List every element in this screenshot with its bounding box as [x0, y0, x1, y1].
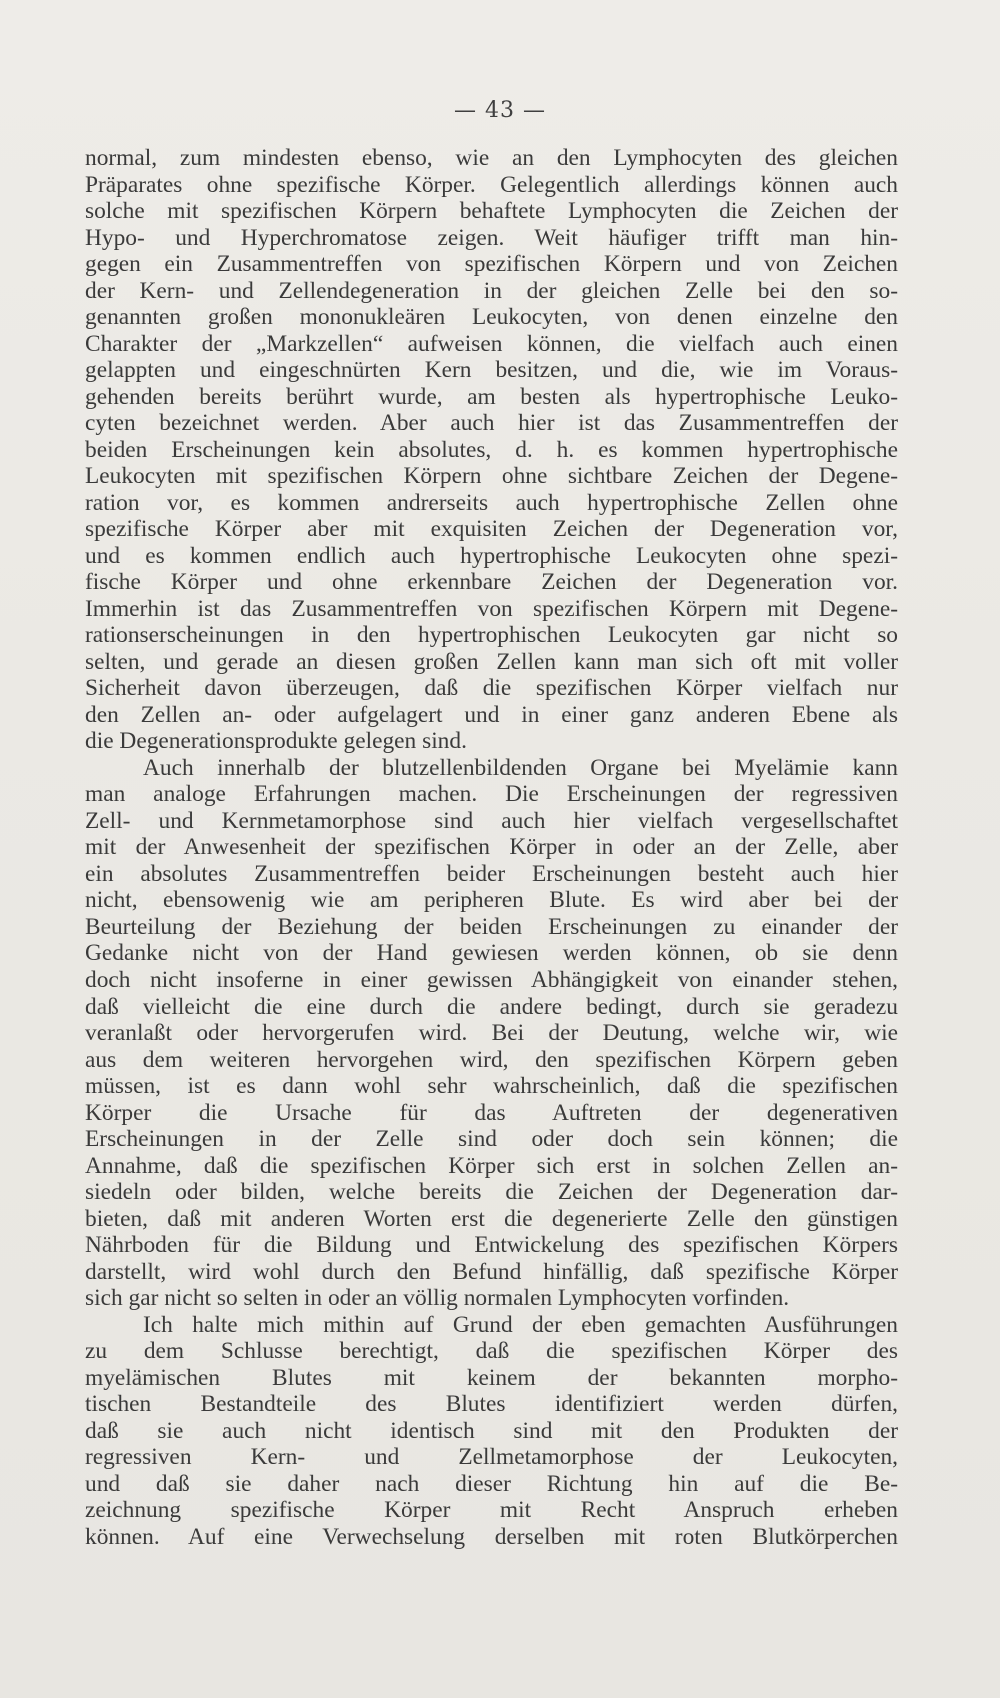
text-line: ein absolutes Zusammentreffen beider Erscheinungen besteht auch hier: [85, 860, 898, 887]
text-line: darstellt, wird wohl durch den Befund hinfällig, daß spezifische Körper: [85, 1258, 898, 1285]
page-number: — 43 —: [454, 98, 546, 123]
text-line: cyten bezeichnet werden. Aber auch hier ist das Zusammentreffen der: [85, 410, 898, 437]
text-line: aus dem weiteren hervorgehen wird, den spezifischen Körpern geben: [85, 1046, 898, 1073]
text-line: man analoge Erfahrungen machen. Die Erscheinungen der regressiven: [85, 781, 898, 808]
paragraph: [85, 1312, 898, 1551]
text-line: Sicherheit davon überzeugen, daß die spezifischen Körper vielfach nur: [85, 675, 898, 702]
body-text: [85, 145, 898, 1550]
text-line: Annahme, daß die spezifischen Körper sich erst in solchen Zellen an-: [85, 1152, 898, 1179]
text-line: den Zellen an- oder aufgelagert und in einer ganz anderen Ebene als: [85, 701, 898, 728]
text-line: Gedanke nicht von der Hand gewiesen werden können, ob sie denn: [85, 940, 898, 967]
paragraph: [85, 145, 898, 755]
text-line: gegen ein Zusammentreffen von spezifischen Körpern und von Zeichen: [85, 251, 898, 278]
text-line: myelämischen Blutes mit keinem der bekannten morpho-: [85, 1364, 898, 1391]
text-line: Beurteilung der Beziehung der beiden Erscheinungen zu einander der: [85, 913, 898, 940]
text-line: Präparates ohne spezifische Körper. Gelegentlich allerdings können auch: [85, 171, 898, 198]
text-line: daß vielleicht die eine durch die andere bedingt, durch sie geradezu: [85, 993, 898, 1020]
text-line: Ich halte mich mithin auf Grund der eben gemachten Ausführungen: [143, 1311, 898, 1338]
text-line: der Kern- und Zellendegeneration in der gleichen Zelle bei den so-: [85, 277, 898, 304]
text-line: die Degenerationsprodukte gelegen sind.: [85, 728, 467, 755]
text-line: daß sie auch nicht identisch sind mit den Produkten der: [85, 1417, 898, 1444]
text-line: gelappten und eingeschnürten Kern besitzen, und die, wie im Voraus-: [85, 357, 898, 384]
text-line: fische Körper und ohne erkennbare Zeichen der Degeneration vor.: [85, 569, 898, 596]
text-line: normal, zum mindesten ebenso, wie an den Lymphocyten des gleichen: [85, 145, 898, 171]
text-line: zeichnung spezifische Körper mit Recht Anspruch erheben: [85, 1497, 898, 1524]
text-line: Nährboden für die Bildung und Entwickelung des spezifischen Körpers: [85, 1232, 898, 1259]
text-line: zu dem Schlusse berechtigt, daß die spezifischen Körper des: [85, 1338, 898, 1365]
text-line: doch nicht insoferne in einer gewissen Abhängigkeit von einander stehen,: [85, 966, 898, 993]
text-line: mit der Anwesenheit der spezifischen Körper in oder an der Zelle, aber: [85, 834, 898, 861]
text-line: tischen Bestandteile des Blutes identifiziert werden dürfen,: [85, 1391, 898, 1418]
text-line: regressiven Kern- und Zellmetamorphose der Leukocyten,: [85, 1444, 898, 1471]
text-line: gehenden bereits berührt wurde, am besten als hypertrophische Leuko-: [85, 383, 898, 410]
text-line: müssen, ist es dann wohl sehr wahrscheinlich, daß die spezifischen: [85, 1073, 898, 1100]
paragraph: [85, 755, 898, 1312]
text-line: nicht, ebensowenig wie am peripheren Blute. Es wird aber bei der: [85, 887, 898, 914]
text-line: Hypo- und Hyperchromatose zeigen. Weit häufiger trifft man hin-: [85, 224, 898, 251]
text-line: spezifische Körper aber mit exquisiten Zeichen der Degeneration vor,: [85, 516, 898, 543]
text-line: genannten großen mononukleären Leukocyten, von denen einzelne den: [85, 304, 898, 331]
text-line: siedeln oder bilden, welche bereits die Zeichen der Degeneration dar-: [85, 1179, 898, 1206]
text-line: veranlaßt oder hervorgerufen wird. Bei der Deutung, welche wir, wie: [85, 1020, 898, 1047]
text-line: selten, und gerade an diesen großen Zellen kann man sich oft mit voller: [85, 648, 898, 675]
text-line: Erscheinungen in der Zelle sind oder doch sein können; die: [85, 1126, 898, 1153]
text-line: Leukocyten mit spezifischen Körpern ohne sichtbare Zeichen der Degene-: [85, 463, 898, 490]
text-line: Zell- und Kernmetamorphose sind auch hier vielfach vergesellschaftet: [85, 807, 898, 834]
text-line: und es kommen endlich auch hypertrophische Leukocyten ohne spezi-: [85, 542, 898, 569]
text-line: Auch innerhalb der blutzellenbildenden Organe bei Myelämie kann: [143, 754, 898, 781]
text-line: Immerhin ist das Zusammentreffen von spezifischen Körpern mit Degene-: [85, 595, 898, 622]
text-line: und daß sie daher nach dieser Richtung hin auf die Be-: [85, 1470, 898, 1497]
text-line: Charakter der „Markzellen“ aufweisen können, die vielfach auch einen: [85, 330, 898, 357]
text-line: beiden Erscheinungen kein absolutes, d. h. es kommen hypertrophische: [85, 436, 898, 463]
text-line: Körper die Ursache für das Auftreten der degenerativen: [85, 1099, 898, 1126]
text-line: solche mit spezifischen Körpern behaftete Lymphocyten die Zeichen der: [85, 198, 898, 225]
text-line: können. Auf eine Verwechselung derselben mit roten Blutkörperchen: [85, 1523, 898, 1550]
text-line: bieten, daß mit anderen Worten erst die degenerierte Zelle den günstigen: [85, 1205, 898, 1232]
text-line: sich gar nicht so selten in oder an völlig normalen Lymphocyten vorfinden.: [85, 1285, 790, 1312]
text-line: rationserscheinungen in den hypertrophischen Leukocyten gar nicht so: [85, 622, 898, 649]
text-line: ration vor, es kommen andrerseits auch hypertrophische Zellen ohne: [85, 489, 898, 516]
